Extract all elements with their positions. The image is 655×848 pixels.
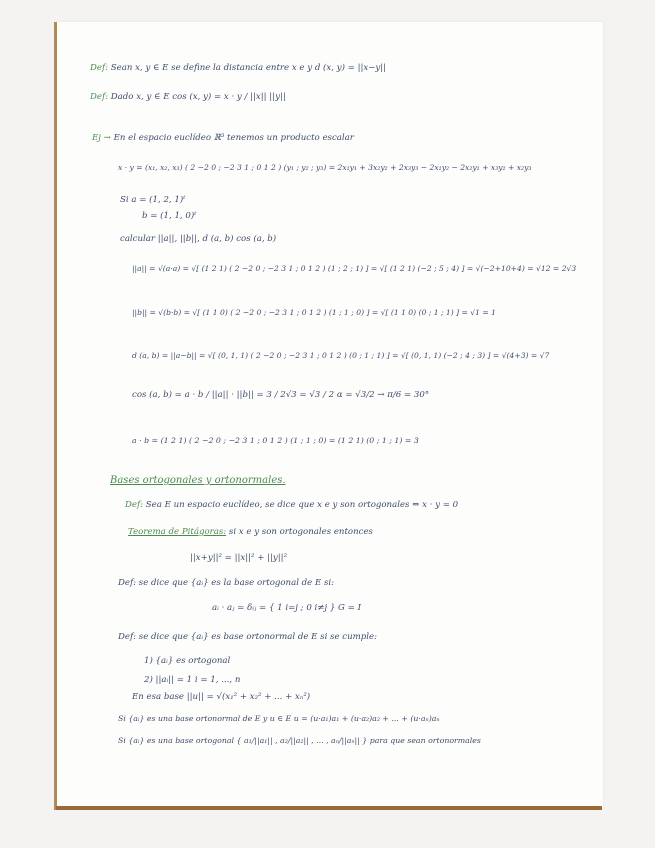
line-def-base-orth bbox=[118, 578, 334, 589]
line-text: se dice que {aᵢ} es la base ortogonal de E si: bbox=[138, 578, 335, 588]
line-def-cos bbox=[90, 92, 286, 103]
line-expansion: Si {aᵢ} es una base ortonormal de E y u ∈ E u = (u·a₁)a₁ + (u·a₂)a₂ + ... + (u·aₙ)aₙ bbox=[118, 714, 440, 723]
line-pitagoras-eq: ||x+y||² = ||x||² + ||y||² bbox=[190, 553, 288, 563]
line-text: si x e y son ortogonales entonces bbox=[228, 527, 373, 537]
section-title-bases: Bases ortogonales y ortonormales. bbox=[110, 475, 286, 486]
line-ej-product: x · y = (x₁, x₂, x₃) ( 2 −2 0 ; −2 3 1 ; 0 1 2 ) (y₁ ; y₂ ; y₃) = 2x₁y₁ + 3x₂y₂ + 2x₃y₃ − 2x₁y₂ − 2x₂y₁ + x₃y₂ + x₂y₃ bbox=[118, 163, 532, 172]
line-cos-ab: cos (a, b) = a · b / ||a|| · ||b|| = 3 / 2√3 = √3 / 2 α = √3/2 → π/6 = 30° bbox=[132, 390, 430, 400]
line-cond-2: 2) ||aᵢ|| = 1 i = 1, ..., n bbox=[144, 675, 241, 685]
line-text: Dado x, y ∈ E cos (x, y) = x · y / ||x|| ||y|| bbox=[110, 92, 286, 102]
line-calcular: calcular ||a||, ||b||, d (a, b) cos (a, b) bbox=[120, 234, 277, 244]
theorem-label: Teorema de Pitágoras: bbox=[128, 527, 227, 537]
line-kronecker: aᵢ · aⱼ = δᵢⱼ = { 1 i=j ; 0 i≠j } G = I bbox=[212, 603, 361, 613]
def-label: Def: bbox=[90, 92, 109, 102]
page-left-edge bbox=[54, 22, 57, 810]
def-label: Def: bbox=[90, 63, 109, 73]
line-def-base-ortn bbox=[118, 632, 377, 643]
line-text: Sea E un espacio euclídeo, se dice que x e y son ortogonales ⇔ x · y = 0 bbox=[145, 500, 459, 510]
line-normalize: Si {aᵢ} es una base ortogonal { a₁/||a₁|| , a₂/||a₂|| , ... , aₙ/||aₙ|| } para que sean ortonormales bbox=[118, 736, 481, 745]
line-ej-intro bbox=[92, 133, 354, 144]
def-label: Def: bbox=[118, 578, 137, 588]
ej-label: Ej → bbox=[92, 133, 111, 143]
line-a-dot-b: a · b = (1 2 1) ( 2 −2 0 ; −2 3 1 ; 0 1 2 ) (1 ; 1 ; 0) = (1 2 1) (0 ; 1 ; 1) = 3 bbox=[132, 436, 419, 445]
def-label: Def: bbox=[118, 632, 137, 642]
line-pitagoras bbox=[128, 527, 373, 538]
line-text: En el espacio euclídeo ℝ³ tenemos un producto escalar bbox=[113, 133, 354, 143]
line-dist-ab: d (a, b) = ||a−b|| = √[ (0, 1, 1) ( 2 −2 0 ; −2 3 1 ; 0 1 2 ) (0 ; 1 ; 1) ] = √[ (0, 1, 1) (−2 ; 4 ; 3) ] = √(4+3) = √7 bbox=[132, 351, 550, 360]
line-si-b: b = (1, 1, 0)ᵗ bbox=[142, 211, 197, 221]
page-bottom-edge bbox=[56, 806, 602, 810]
line-norm-in-base: En esa base ||u|| = √(x₁² + x₂² + ... + xₙ²) bbox=[132, 692, 311, 702]
line-si-a: Si a = (1, 2, 1)ᵗ bbox=[120, 195, 186, 205]
line-text: se dice que {aᵢ} es base ortonormal de E si se cumple: bbox=[138, 632, 378, 642]
line-norm-b: ||b|| = √(b·b) = √[ (1 1 0) ( 2 −2 0 ; −2 3 1 ; 0 1 2 ) (1 ; 1 ; 0) ] = √[ (1 1 0) (0 ; 1 ; 1) ] = √1 = 1 bbox=[132, 308, 496, 317]
line-text: Sean x, y ∈ E se define la distancia entre x e y d (x, y) = ||x−y|| bbox=[110, 63, 387, 73]
def-label: Def: bbox=[125, 500, 144, 510]
line-norm-a: ||a|| = √(a·a) = √[ (1 2 1) ( 2 −2 0 ; −2 3 1 ; 0 1 2 ) (1 ; 2 ; 1) ] = √[ (1 2 1) (−2 ; 5 ; 4) ] = √(−2+10+4) = √12 = 2√3 bbox=[132, 264, 577, 273]
line-cond-1: 1) {aᵢ} es ortogonal bbox=[144, 656, 231, 666]
line-def-distance bbox=[90, 63, 386, 74]
line-def-orth bbox=[125, 500, 458, 511]
